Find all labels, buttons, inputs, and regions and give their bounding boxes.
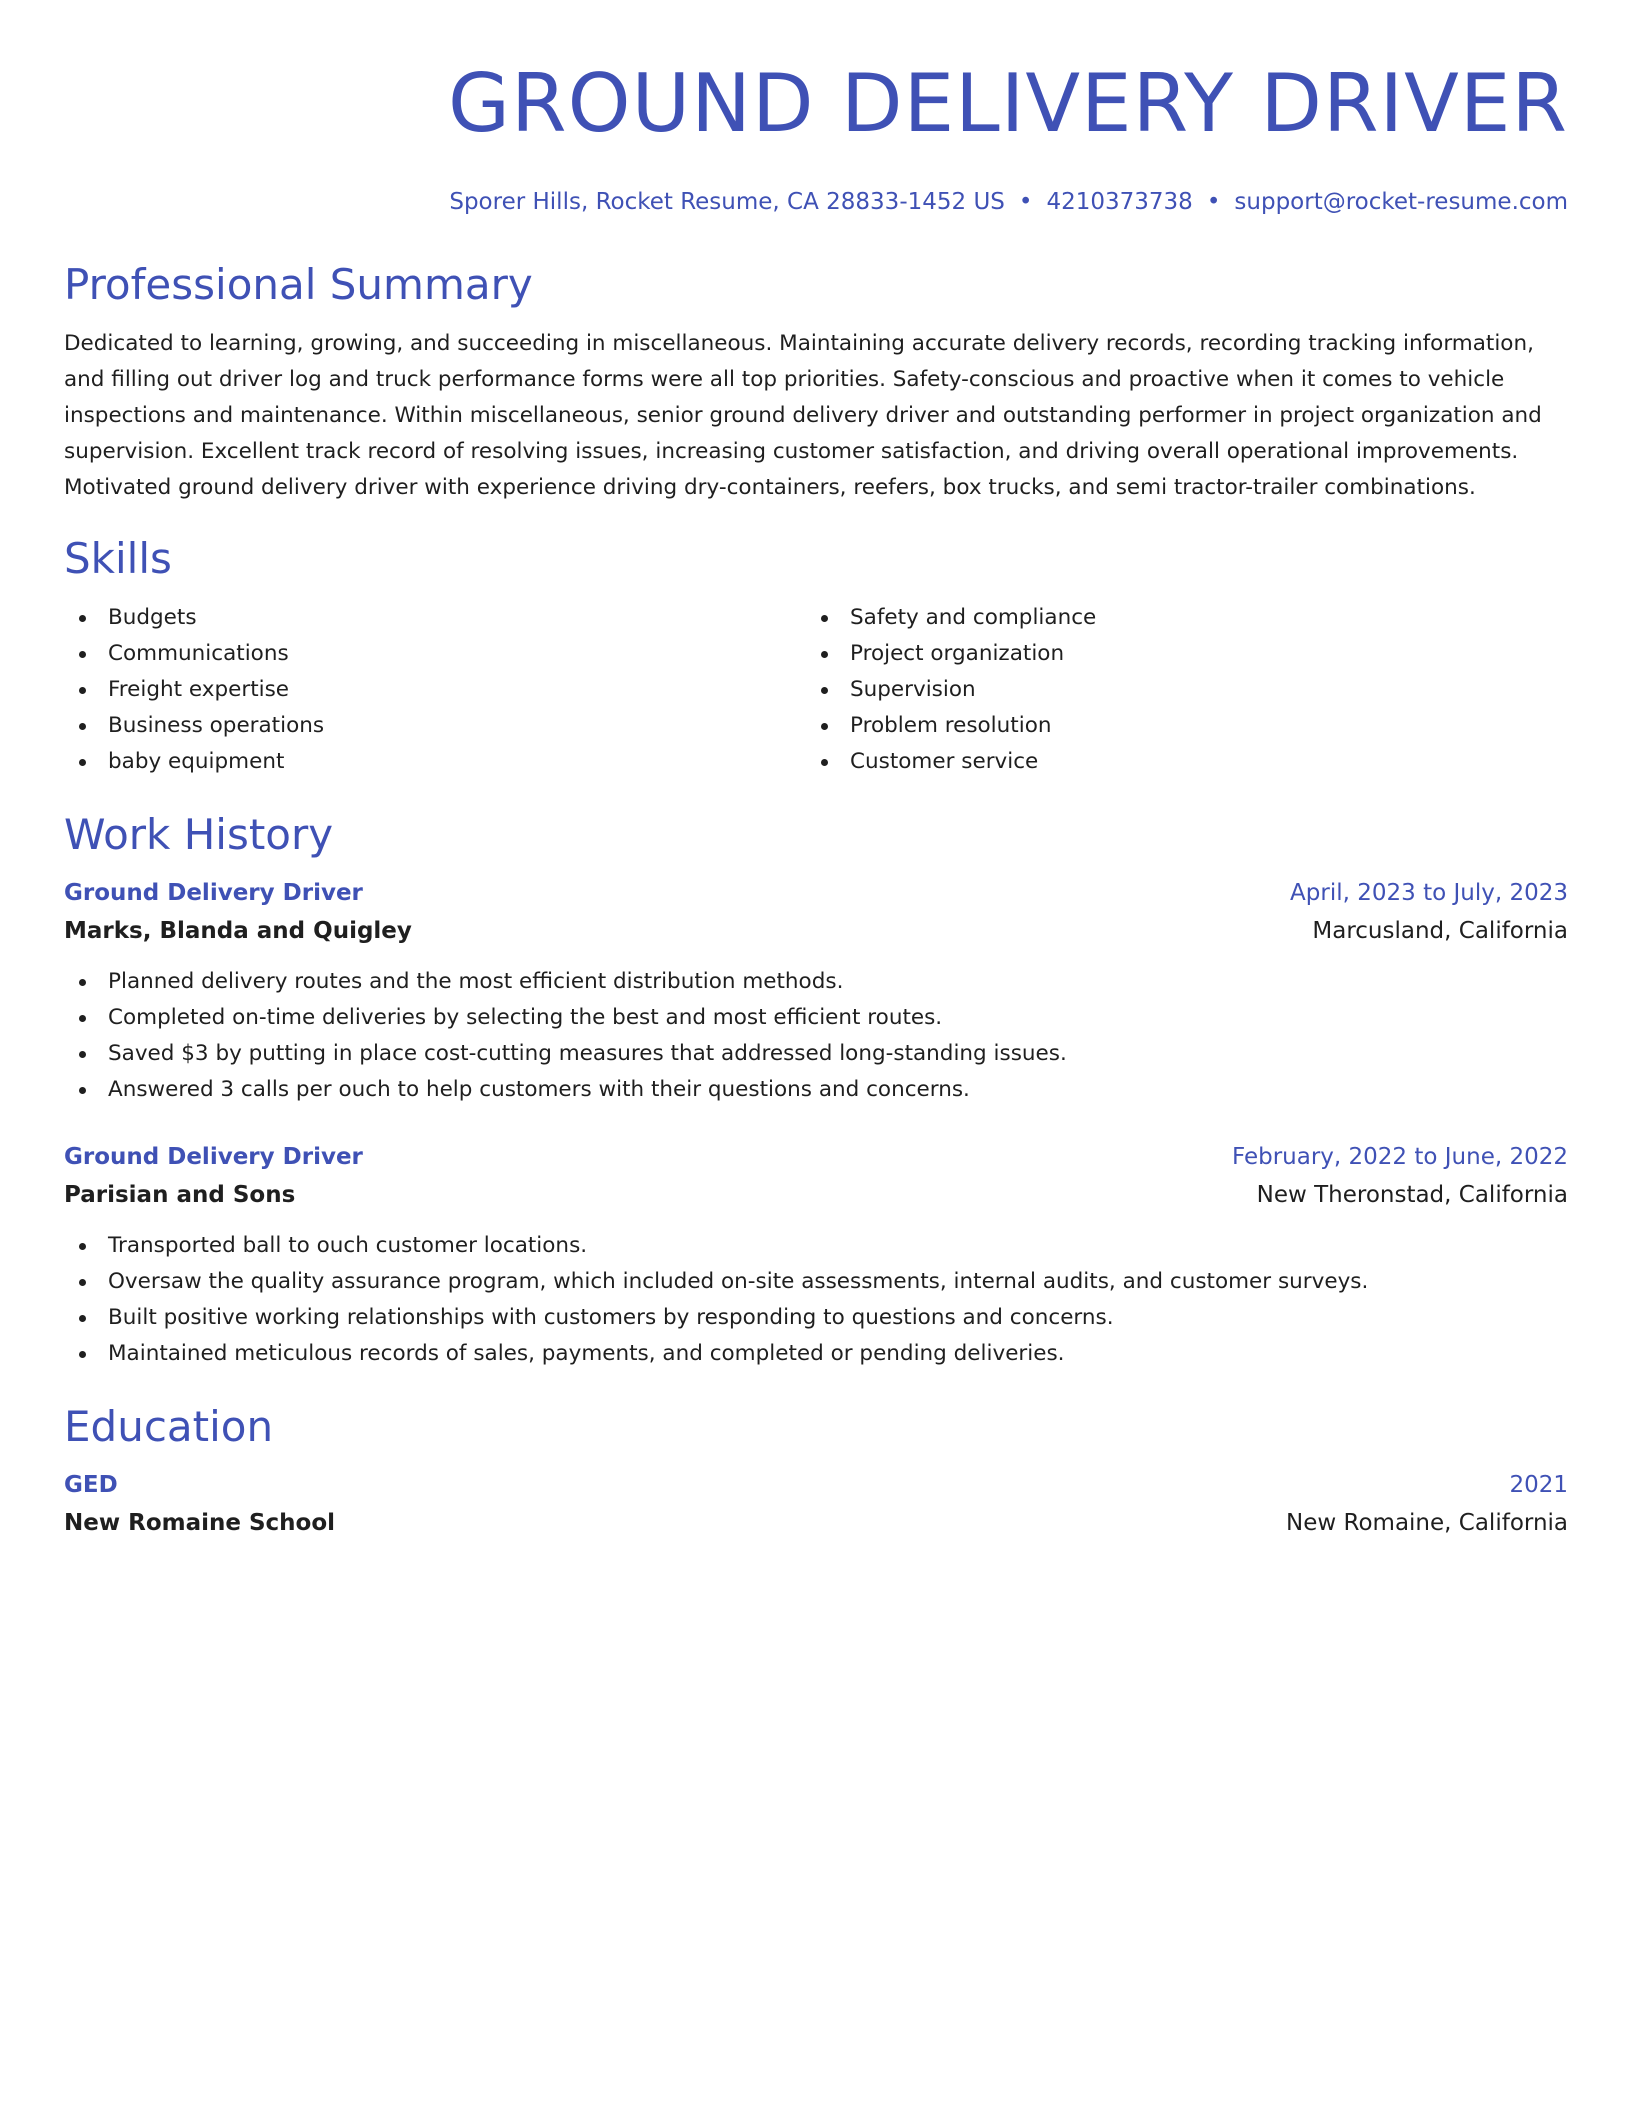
education-year: 2021 bbox=[1509, 1472, 1568, 1498]
contact-separator: • bbox=[1018, 189, 1033, 215]
job-location: Marcusland, California bbox=[1312, 918, 1568, 944]
job-title: Ground Delivery Driver bbox=[64, 880, 363, 906]
summary-heading: Professional Summary bbox=[64, 260, 533, 309]
skill-item: baby equipment bbox=[64, 744, 806, 780]
job-entry bbox=[64, 1138, 1568, 1372]
job-bullet: Saved $3 by putting in place cost-cutting measures that addressed long-standing issues. bbox=[64, 1036, 1568, 1072]
job-bullet: Oversaw the quality assurance program, which included on-site assessments, internal audits, and customer surveys. bbox=[64, 1264, 1568, 1300]
education-entry bbox=[64, 1466, 1568, 1542]
job-subheader bbox=[64, 912, 1568, 950]
job-bullet: Built positive working relationships with customers by responding to questions and concerns. bbox=[64, 1300, 1568, 1336]
education-degree: GED bbox=[64, 1472, 118, 1498]
job-bullet: Completed on-time deliveries by selecting the best and most efficient routes. bbox=[64, 1000, 1568, 1036]
skills-column-right bbox=[806, 600, 1096, 780]
contact-address: Sporer Hills, Rocket Resume, CA 28833-1452 US bbox=[449, 189, 1005, 215]
skill-item: Problem resolution bbox=[806, 708, 1096, 744]
skill-item: Business operations bbox=[64, 708, 806, 744]
job-bullets bbox=[64, 964, 1568, 1108]
job-bullets bbox=[64, 1228, 1568, 1372]
job-dates: February, 2022 to June, 2022 bbox=[1231, 1144, 1568, 1170]
skills-heading: Skills bbox=[64, 534, 172, 583]
skill-item: Supervision bbox=[806, 672, 1096, 708]
contact-separator: • bbox=[1206, 189, 1221, 215]
job-header bbox=[64, 1138, 1568, 1176]
skills-list bbox=[64, 600, 1568, 780]
job-title: Ground Delivery Driver bbox=[64, 1144, 363, 1170]
education-subheader bbox=[64, 1504, 1568, 1542]
skill-item: Safety and compliance bbox=[806, 600, 1096, 636]
education-school: New Romaine School bbox=[64, 1510, 336, 1536]
contact-phone: 4210373738 bbox=[1046, 189, 1193, 215]
education-header bbox=[64, 1466, 1568, 1504]
education-location: New Romaine, California bbox=[1286, 1510, 1568, 1536]
contact-email: support@rocket-resume.com bbox=[1234, 189, 1568, 215]
skill-item: Budgets bbox=[64, 600, 806, 636]
summary-text: Dedicated to learning, growing, and succeeding in miscellaneous. Maintaining accurate delivery records, recording tracking information, and filling out driver log and truck performance forms were all top priorities. Safety-conscious and proactive when it comes to vehicle inspections and maintenance. Within miscellaneous, senior ground delivery driver and outstanding performer in project organization and supervision. Excellent track record of resolving issues, increasing customer satisfaction, and driving overall operational improvements. Motivated ground delivery driver with experience driving dry-containers, reefers, box trucks, and semi tractor-trailer combinations. bbox=[64, 331, 1542, 500]
education-heading: Education bbox=[64, 1402, 274, 1451]
skill-item: Freight expertise bbox=[64, 672, 806, 708]
work-history-heading: Work History bbox=[64, 810, 334, 859]
contact-line bbox=[64, 186, 1568, 218]
job-bullet: Answered 3 calls per ouch to help customers with their questions and concerns. bbox=[64, 1072, 1568, 1108]
job-subheader bbox=[64, 1176, 1568, 1214]
job-dates: April, 2023 to July, 2023 bbox=[1290, 880, 1568, 906]
job-header bbox=[64, 874, 1568, 912]
skill-item: Customer service bbox=[806, 744, 1096, 780]
skill-item: Communications bbox=[64, 636, 806, 672]
resume-name-title: GROUND DELIVERY DRIVER bbox=[448, 57, 1568, 150]
job-entry bbox=[64, 874, 1568, 1108]
job-company: Parisian and Sons bbox=[64, 1182, 296, 1208]
job-location: New Theronstad, California bbox=[1256, 1182, 1568, 1208]
job-bullet: Maintained meticulous records of sales, payments, and completed or pending deliveries. bbox=[64, 1336, 1568, 1372]
job-bullet: Planned delivery routes and the most efficient distribution methods. bbox=[64, 964, 1568, 1000]
skills-column-left bbox=[64, 600, 806, 780]
skill-item: Project organization bbox=[806, 636, 1096, 672]
job-company: Marks, Blanda and Quigley bbox=[64, 918, 412, 944]
job-bullet: Transported ball to ouch customer locations. bbox=[64, 1228, 1568, 1264]
